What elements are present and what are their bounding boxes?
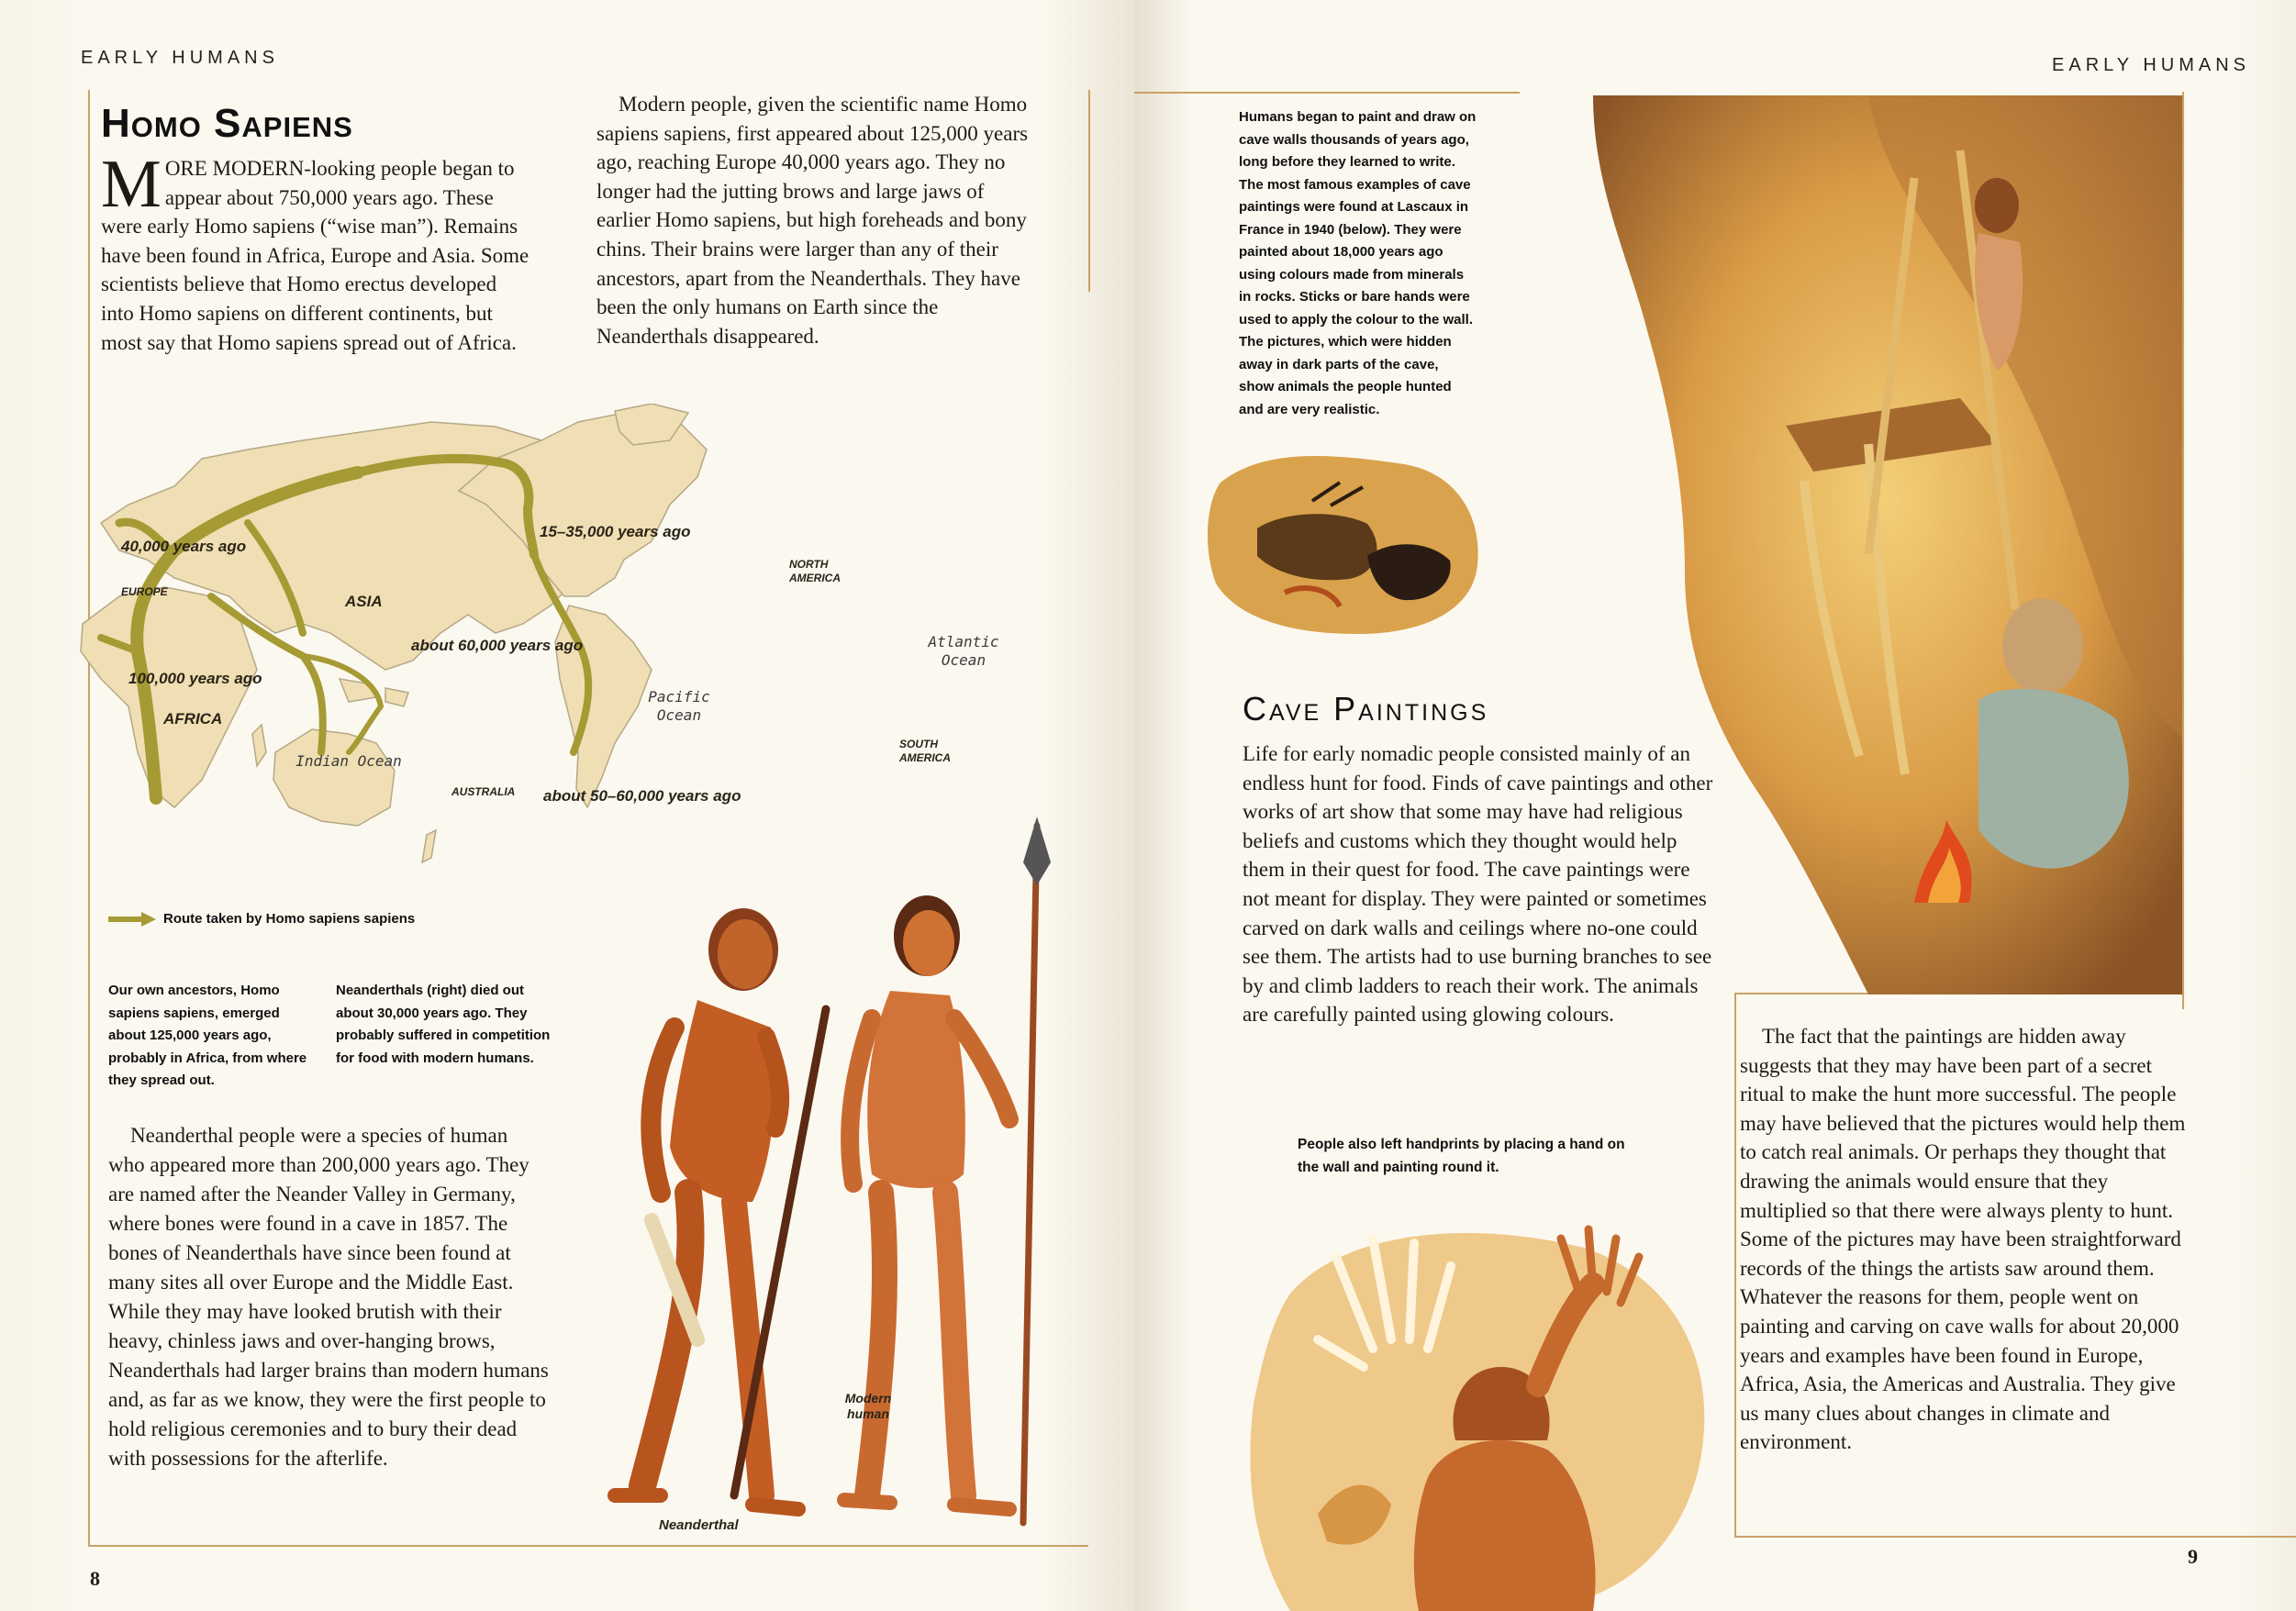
running-head-left: EARLY HUMANS — [81, 48, 279, 68]
lascaux-graphic — [1202, 446, 1487, 640]
frame-column-divider — [1734, 993, 1736, 1536]
running-head-right: EARLY HUMANS — [2052, 55, 2250, 75]
cave-paintings-text: Life for early nomadic people consisted mainly of an endless hunt for food. Finds of cave paintings and other works of art show that some may have had religious beliefs and customs which they thought would help them in their quest for food. The cave paintings were not meant for display. They were painted or sometimes carved on dark walls and ceilings where no-one could see them. The artists had to use burning branches to see by and climb ladders to reach their work. The animals are carefully painted using glowing colours. — [1243, 742, 1713, 1027]
label-40000-years: 40,000 years ago — [121, 538, 247, 555]
label-atlantic-ocean: Atlantic Ocean — [928, 633, 999, 669]
frame-top-edge-right — [1134, 92, 1520, 94]
neanderthal-text: Neanderthal people were a species of human who appeared more than 200,000 years ago. They are named after the Neander Valley in Germany, where bones were found in a cave in 1857. The bones of Neanderthals have since been found at many sites all over Europe and the Middle East. While they may have looked brutish with their heavy, chinless jaws and over-hanging brows, Neanderthals had larger brains than modern humans and, as far as we know, they were the first people to hold religious ceremonies and to bury their dead with possessions for the afterlife. — [108, 1124, 549, 1470]
caption-cave-text: Humans began to paint and draw on cave walls thousands of years ago, long before they learned to write. The most famous examples of cave paintings were found at Lascaux in France in 1940 (below). They were painted about 18,000 years ago using colours made from minerals in rocks. Sticks or bare hands were used to apply the colour to the wall. The pictures, which were hidden away in dark parts of the cave, show animals the people hunted and are very realistic. — [1239, 109, 1477, 417]
label-pacific-ocean: Pacific Ocean — [648, 688, 710, 724]
ritual-paragraph — [1740, 1022, 2199, 1457]
caption-ancestors: Our own ancestors, Homo sapiens sapiens, emerged about 125,000 years ago, probably in Africa, from where they spread out. — [108, 983, 307, 1088]
modern-people-paragraph — [596, 90, 1037, 350]
caption-cave-paintings — [1239, 106, 1477, 421]
page-number-left: 8 — [90, 1567, 100, 1590]
section-title-cave-paintings: Cave Paintings — [1243, 690, 1489, 728]
intro-lead-in: ORE MODERN — [164, 157, 305, 180]
handprint-graphic — [1235, 1202, 1731, 1611]
label-indian-ocean: Indian Ocean — [295, 752, 402, 770]
handprint-illustration — [1235, 1202, 1731, 1611]
caption-neanderthals: Neanderthals (right) died out about 30,000 years ago. They probably suffered in competition for food with modern humans. — [336, 983, 551, 1066]
lascaux-painting-vignette — [1202, 446, 1487, 640]
page-number-right: 9 — [2188, 1545, 2198, 1568]
neanderthal-figure — [615, 908, 826, 1509]
ritual-text: The fact that the paintings are hidden away suggests that they may have been part of a secret ritual to make the hunt more successful. The people may have believed that the pictures would help them to catch real animals. Or perhaps they thought that drawing the animals would ensure that they multiplied so that there were always plenty to hunt. Some of the pictures may have been straightforward records of the things the artists saw around them. Whatever the reasons for them, people went on painting and carving on cave walls for about 20,000 years and examples have been found in Europe, Africa, Asia, the Americas and Australia. They give us many clues about changes in climate and environment. — [1740, 1025, 2186, 1454]
intro-paragraph — [101, 147, 532, 357]
label-60000-years: about 60,000 years ago — [411, 637, 584, 654]
label-neanderthal: Neanderthal — [659, 1517, 739, 1533]
label-australia: AUSTRALIA — [451, 785, 516, 798]
figures-graphic — [551, 798, 1120, 1550]
modern-people-text: Modern people, given the scientific name Homo sapiens sapiens, first appeared about 125,000 years ago, reaching Europe 40,000 years ago. They no longer had the jutting brows and large jaws of earlier Homo sapiens, but high foreheads and bony chins. Their brains were larger than any of their ancestors, apart from the Neanderthals. They have been the only humans on Earth since the Neanderthals disappeared. — [596, 93, 1029, 348]
label-asia: ASIA — [345, 593, 383, 610]
label-south-america: SOUTH AMERICA — [899, 738, 951, 764]
left-page — [0, 0, 1134, 1611]
frame-bottom-right — [1734, 1536, 2296, 1538]
legend-arrow-icon — [108, 912, 156, 927]
label-50-60000-years: about 50–60,000 years ago — [543, 787, 741, 805]
frame-right-edge — [1088, 90, 1090, 292]
label-europe: EUROPE — [121, 585, 168, 598]
page-title-homo-sapiens: Homo Sapiens — [101, 101, 353, 146]
label-africa: AFRICA — [163, 710, 223, 728]
label-15-35000-years: 15–35,000 years ago — [540, 523, 691, 540]
legend-text: Route taken by Homo sapiens sapiens — [163, 911, 416, 927]
label-north-america: NORTH AMERICA — [789, 558, 841, 584]
label-100000-years: 100,000 years ago — [128, 670, 262, 687]
cave-paintings-paragraph — [1243, 739, 1720, 1029]
dropcap-letter: M — [101, 147, 162, 222]
human-figures-illustration — [551, 798, 1120, 1550]
intro-text: -looking people began to appear about 750,000 years ago. These were early Homo sapiens (“wise man”). Remains have been found in Africa, Europe and Asia. Some scientists believe that Homo erectus developed into Homo sapiens on different continents, but most say that Homo sapiens spread out of Africa. — [101, 157, 529, 354]
frame-right-edge-right — [2182, 92, 2184, 1009]
right-page — [1134, 0, 2296, 1611]
neanderthal-paragraph — [108, 1121, 549, 1473]
label-modern-human: Modern human — [844, 1391, 892, 1421]
caption-handprints: People also left handprints by placing a hand on the wall and painting round it. — [1298, 1137, 1625, 1175]
